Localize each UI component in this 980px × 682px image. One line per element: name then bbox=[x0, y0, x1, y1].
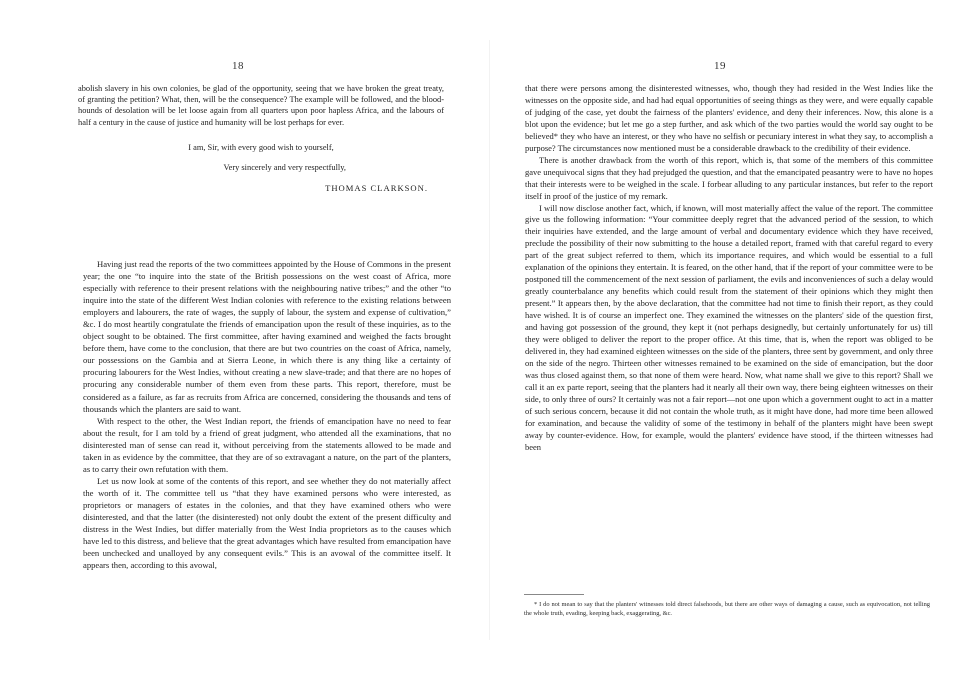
body-paragraph: I will now disclose another fact, which, if known, will most materially affect the value of the report. The committee give us the following information: “Your committee deeply regret that the advanced period of the session, to which their inquiries have extended, and the large amount of verbal and documentary evidence which they have received, preclude the possibility of their now submitting to the house a detailed report, framed with that careful regard to every part of the great subject referred to them, which its importance requires, and which would be essential to a full explanation of the opinions they entertain. It is feared, on the other hand, that if the report of your committee were to be postponed till the commencement of the next session of parliament, the evils and inconveniences of such a delay would greatly counterbalance any benefits which could result from the statement of their opinions which they might then present.” It appears then, by the above declaration, that the committee had not time to finish their report, as they could have wished. It is of course an imperfect one. They examined the witnesses on the planters' side of the question first, and having got possession of the ground, they kept it (not perhaps designedly, but certainly unfortunately for us) till they were obliged to deliver the report to the proper office. At this time, that is, when the report was obliged to be delivered in, they had examined eighteen witnesses on the side of the planters, three sent by government, and only three on the side of the negro. Thirteen other witnesses remained to be examined on the side of emancipation, but the door was thus closed against them, so that none of them were heard. Now, what name shall we give to this report? Shall we call it an ex parte report, seeing that the planters had it nearly all their own way, there being eighteen witnesses on their side, to only three of ours? It certainly was not a fair report—not one upon which a government ought to act in a matter of such serious concern, because it did not contain the whole truth, as it might have done, had more time been allowed for examination, and because the validity of some of the testimony in behalf of the planters might have been swept away by counter-evidence. How, for example, would the planters' evidence have stood, if the thirteen witnesses had been bbox=[525, 202, 933, 452]
page-number-left: 18 bbox=[232, 60, 244, 72]
footnote-rule bbox=[524, 594, 584, 595]
body-paragraph: There is another drawback from the worth of this report, which is, that some of the members of this committee gave unequivocal signs that they had prejudged the question, and that the emancipated peasantry were to have no hopes that their interests were to be weighed in the scale. I forbear alluding to any particular instances, but refer to the report itself in proof of the justice of my remark. bbox=[525, 154, 933, 201]
body-paragraph: Let us now look at some of the contents of this report, and see whether they do not materially affect the worth of it. The committee tell us “that they have examined persons who were interested, as proprietors or managers of estates in the colonies, and that they have examined others who were disinterested, and that the latter (the disinterested) not only doubt the extent of the present difficulty and distress in the West Indies, but differ materially from the West India proprietors as to the causes which have led to this distress, and believe that the great advantages which have resulted from emancipation have been unchecked and unalloyed by any consequent evils.” This is an avowal of the committee itself. It appears then, according to this avowal, bbox=[83, 475, 451, 571]
page-right bbox=[490, 0, 980, 682]
essay-body-right bbox=[525, 83, 933, 454]
essay-body-left bbox=[83, 258, 451, 571]
signature: THOMAS CLARKSON. bbox=[325, 183, 428, 194]
closing-valediction: Very sincerely and very respectfully, bbox=[223, 163, 346, 173]
closing-salutation: I am, Sir, with every good wish to yourself, bbox=[188, 142, 334, 152]
body-paragraph: Having just read the reports of the two committees appointed by the House of Commons in the present year; the one “to inquire into the state of the British possessions on the west coast of Africa, more especially with reference to their present relations with the neighbouring native tribes;” and the other “to inquire into the state of the different West Indian colonies with reference to the existing relations between employers and labourers, the rate of wages, the supply of labour, the system and expense of cultivation,” &c. I do most heartily congratulate the friends of emancipation upon the result of these inquiries, as to the object sought to be obtained. The first committee, after having examined and weighed the facts brought before them, have come to the conclusion, that there are but two countries on the coast of Africa, namely, our possessions on the Gambia and at Sierra Leone, in which there is any thing like a certainty of procuring labourers for the West Indies, without creating a new slave-trade; and that there are no hopes of procuring any considerable number of them even from these parts. This report, therefore, must be considered as a failure, as far as recruits from Africa are concerned, considering the thousands and tens of thousands which the planters are said to want. bbox=[83, 259, 451, 414]
body-paragraph: With respect to the other, the West Indian report, the friends of emancipation have no need to fear about the result, for I am told by a friend of great judgment, who attended all the examinations, that no disinterested man of sense can read it, without perceiving from the statements allowed to be made and taken in as evidence by the committee, that they are of so extravagant a nature, on the part of the planters, as to carry their own refutation with them. bbox=[83, 415, 451, 474]
letter-ending bbox=[78, 83, 444, 194]
footnote: * I do not mean to say that the planters' witnesses told direct falsehoods, but there are other ways of damaging a cause, such as equivocation, not telling the whole truth, evading, keeping back, exaggerating, &c. bbox=[524, 601, 930, 617]
body-paragraph: that there were persons among the disinterested witnesses, who, though they had resided in the West Indies like the witnesses on the opposite side, and had had equal opportunities of seeing things as they were, and were equally capable of judging of the case, yet doubt the fairness of the planters' evidence, and deny their inferences. Now, this alone is a blot upon the evidence; but let me go a step further, and ask which of the two parties would the world say ought to be believed* they who have an interest, or they who have no selfish or pecuniary interest in what they say, to accomplish a purpose? The circumstances now mentioned must be a considerable drawback to the credibility of their evidence. bbox=[525, 83, 933, 153]
page-number-right: 19 bbox=[714, 60, 726, 72]
letter-paragraph: abolish slavery in his own colonies, be glad of the opportunity, seeing that we have broken the great treaty, of granting the petition? What, then, will be the consequence? The example will be followed, and the blood-hounds of desolation will be let loose again from all quarters upon poor hapless Africa, and the labours of half a century in the cause of justice and humanity will be lost perhaps for ever. bbox=[78, 84, 444, 127]
